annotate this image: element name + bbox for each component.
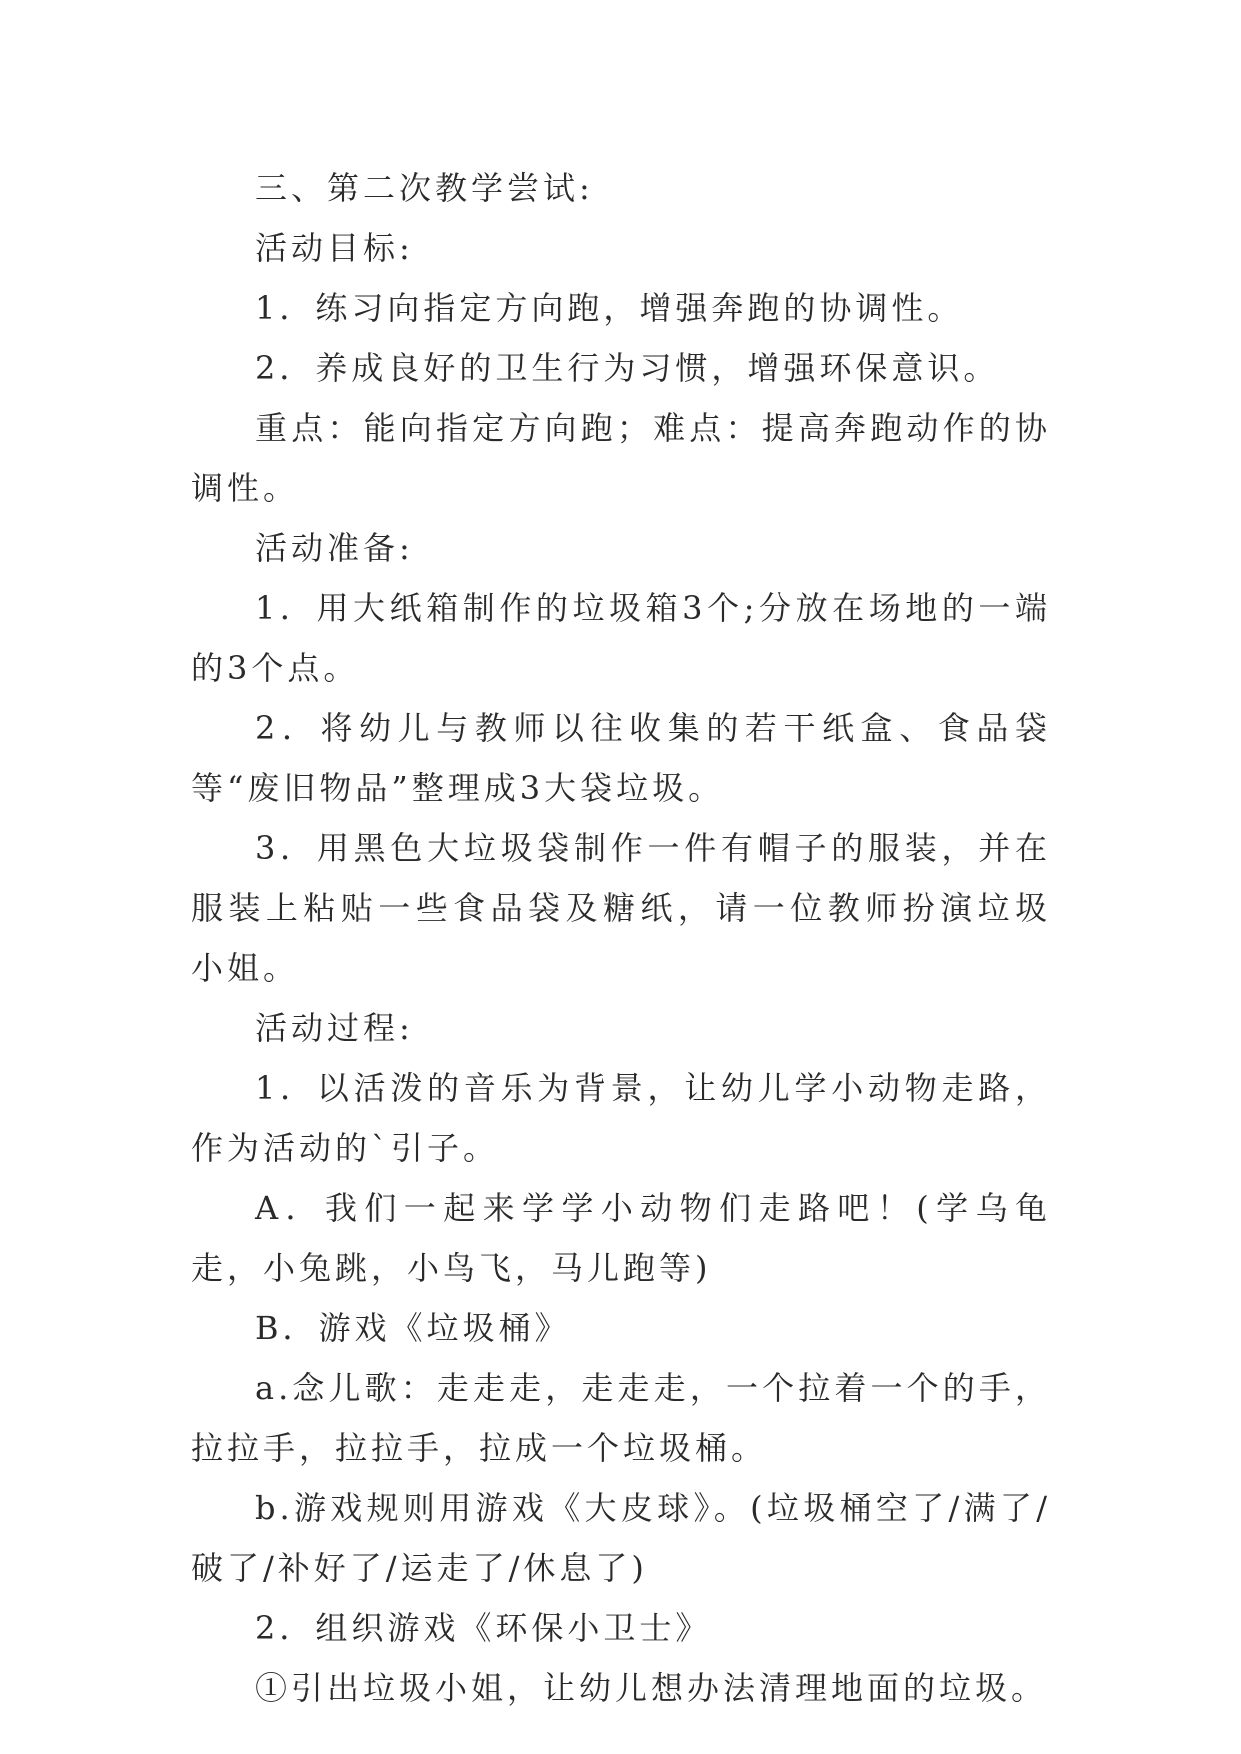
section-heading: 三、第二次教学尝试: (255, 169, 594, 207)
process-item: 2．组织游戏《环保小卫士》 (255, 1609, 712, 1647)
subheading-goals: 活动目标: (255, 229, 414, 267)
subheading-process: 活动过程: (255, 1009, 414, 1047)
process-subitem: A．我们一起来学学小动物们走路吧！(学乌龟走，小兔跳，小鸟飞，马儿跑等) (191, 1189, 1051, 1287)
preparation-item: 2．将幼儿与教师以往收集的若干纸盒、食品袋等“废旧物品”整理成3大袋垃圾。 (191, 709, 1051, 807)
process-subitem: ①引出垃圾小姐，让幼儿想办法清理地面的垃圾。 (255, 1669, 1048, 1707)
document-body (191, 158, 1051, 1718)
preparation-item: 3．用黑色大垃圾袋制作一件有帽子的服装，并在服装上粘贴一些食品袋及糖纸，请一位教师扮演垃圾小姐。 (191, 829, 1051, 987)
process-subitem: a.念儿歌：走走走，走走走，一个拉着一个的手，拉拉手，拉拉手，拉成一个垃圾桶。 (191, 1369, 1051, 1467)
key-points: 重点：能向指定方向跑；难点：提高奔跑动作的协调性。 (191, 409, 1051, 507)
process-subitem: B．游戏《垃圾桶》 (255, 1309, 571, 1347)
goal-item: 2．养成良好的卫生行为习惯，增强环保意识。 (255, 349, 1000, 387)
goal-item: 1．练习向指定方向跑，增强奔跑的协调性。 (255, 289, 964, 327)
subheading-preparation: 活动准备: (255, 529, 414, 567)
process-item: 1．以活泼的音乐为背景，让幼儿学小动物走路，作为活动的`引子。 (191, 1069, 1051, 1167)
process-subitem: b.游戏规则用游戏《大皮球》。(垃圾桶空了/满了/破了/补好了/运走了/休息了) (191, 1489, 1051, 1587)
preparation-item: 1．用大纸箱制作的垃圾箱3个;分放在场地的一端的3个点。 (191, 589, 1051, 687)
